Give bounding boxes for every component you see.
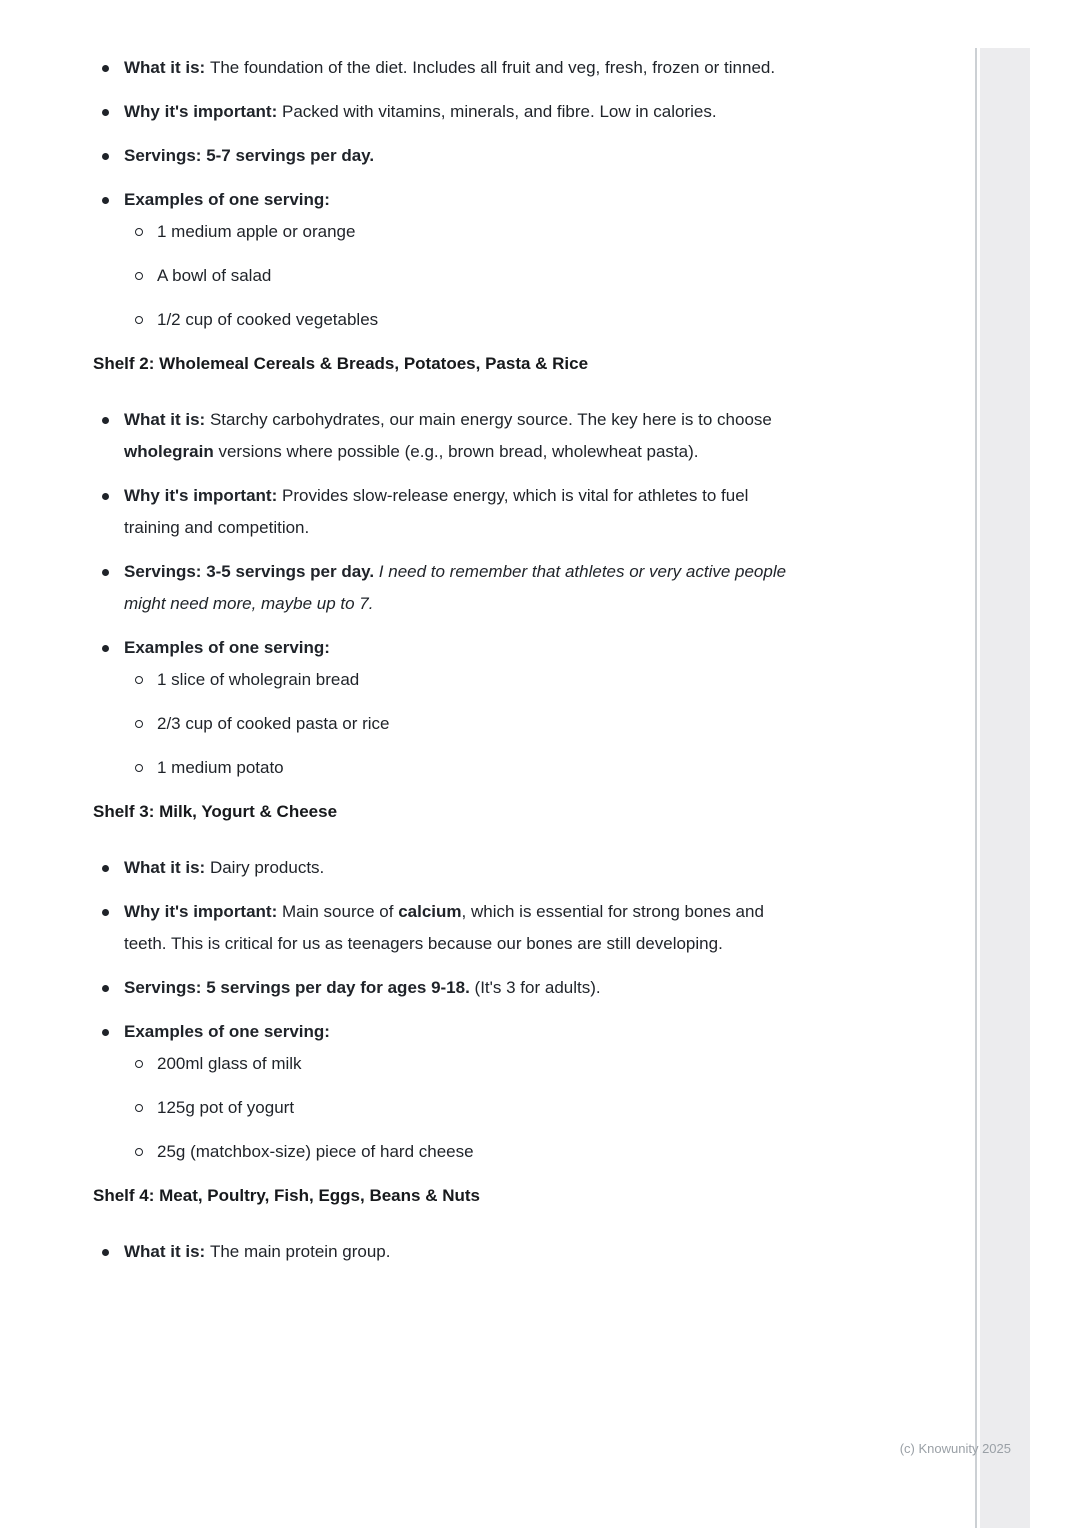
list-item <box>93 184 798 336</box>
list-item <box>93 404 798 468</box>
text-run: Starchy carbohydrates, our main energy source. The key here is to choose <box>209 410 772 429</box>
text-run: versions where possible (e.g., brown bread, wholewheat pasta). <box>213 442 699 461</box>
scrollbar-track[interactable] <box>980 48 1030 1528</box>
text-run: The foundation of the diet. Includes all fruit and veg, fresh, frozen or tinned. <box>209 58 776 77</box>
sub-list-item <box>124 260 798 292</box>
list-item <box>93 52 798 84</box>
sub-list-item <box>124 216 798 248</box>
list-item <box>93 896 798 960</box>
text-run: Why it's important: <box>124 486 282 505</box>
sub-list-item <box>124 1048 798 1080</box>
sub-bullet-list <box>124 1048 798 1168</box>
sub-list-item <box>124 1092 798 1124</box>
sub-bullet-list <box>124 664 798 784</box>
list-item <box>93 1016 798 1168</box>
section-heading: Shelf 3: Milk, Yogurt & Cheese <box>93 802 338 821</box>
text-run: I need to remember that athletes or very active people might need more, maybe up to 7. <box>124 562 787 613</box>
list-item <box>93 852 798 884</box>
bullet-list <box>93 852 798 1168</box>
list-item <box>93 140 798 172</box>
text-run: Servings: 3-5 servings per day. <box>124 562 379 581</box>
list-item <box>93 556 798 620</box>
text-run: (It's 3 for adults). <box>474 978 601 997</box>
sub-list-item <box>124 708 798 740</box>
section-heading: Shelf 2: Wholemeal Cereals & Breads, Potatoes, Pasta & Rice <box>93 354 589 373</box>
text-run: 25g (matchbox-size) piece of hard cheese <box>157 1142 474 1161</box>
sub-list-item <box>124 752 798 784</box>
bullet-list <box>93 1236 798 1268</box>
watermark: (c) Knowunity 2025 <box>899 1441 1011 1456</box>
text-run: What it is: <box>124 410 210 429</box>
text-run: Servings: 5-7 servings per day. <box>124 146 375 165</box>
bullet-list <box>93 52 798 336</box>
text-run: Packed with vitamins, minerals, and fibre. Low in calories. <box>281 102 717 121</box>
text-run: Examples of one serving: <box>124 190 330 209</box>
bullet-list <box>93 404 798 784</box>
text-run: 1 medium apple or orange <box>157 222 356 241</box>
sub-list-item <box>124 664 798 696</box>
text-run: 200ml glass of milk <box>157 1054 302 1073</box>
text-run: What it is: <box>124 858 210 877</box>
text-run: calcium <box>398 902 462 921</box>
list-item <box>93 632 798 784</box>
list-item <box>93 480 798 544</box>
text-run: Examples of one serving: <box>124 638 330 657</box>
text-run: wholegrain <box>124 442 214 461</box>
text-run: What it is: <box>124 1242 210 1261</box>
list-item <box>93 972 798 1004</box>
text-run: Dairy products. <box>209 858 325 877</box>
list-item <box>93 1236 798 1268</box>
text-run: What it is: <box>124 58 210 77</box>
text-run: 1 medium potato <box>157 758 284 777</box>
sub-list-item <box>124 1136 798 1168</box>
text-run: 2/3 cup of cooked pasta or rice <box>157 714 390 733</box>
text-run: 1 slice of wholegrain bread <box>157 670 360 689</box>
list-item <box>93 96 798 128</box>
section-heading: Shelf 4: Meat, Poultry, Fish, Eggs, Beans & Nuts <box>93 1186 480 1205</box>
text-run: Provides slow-release energy, which is vital for athletes to fuel training and competition. <box>124 486 749 537</box>
text-run: , which is essential for strong bones and teeth. This is critical for us as teenagers because our bones are still developing. <box>124 902 764 953</box>
sub-list-item <box>124 304 798 336</box>
sub-bullet-list <box>124 216 798 336</box>
text-run: The main protein group. <box>209 1242 391 1261</box>
text-run: Main source of <box>281 902 399 921</box>
text-run: 125g pot of yogurt <box>157 1098 295 1117</box>
text-run: Examples of one serving: <box>124 1022 330 1041</box>
text-run: Why it's important: <box>124 102 282 121</box>
text-run: A bowl of salad <box>157 266 272 285</box>
text-run: Why it's important: <box>124 902 282 921</box>
page-right-border <box>975 48 977 1528</box>
text-run: Servings: 5 servings per day for ages 9-18. <box>124 978 475 997</box>
text-run: 1/2 cup of cooked vegetables <box>157 310 379 329</box>
